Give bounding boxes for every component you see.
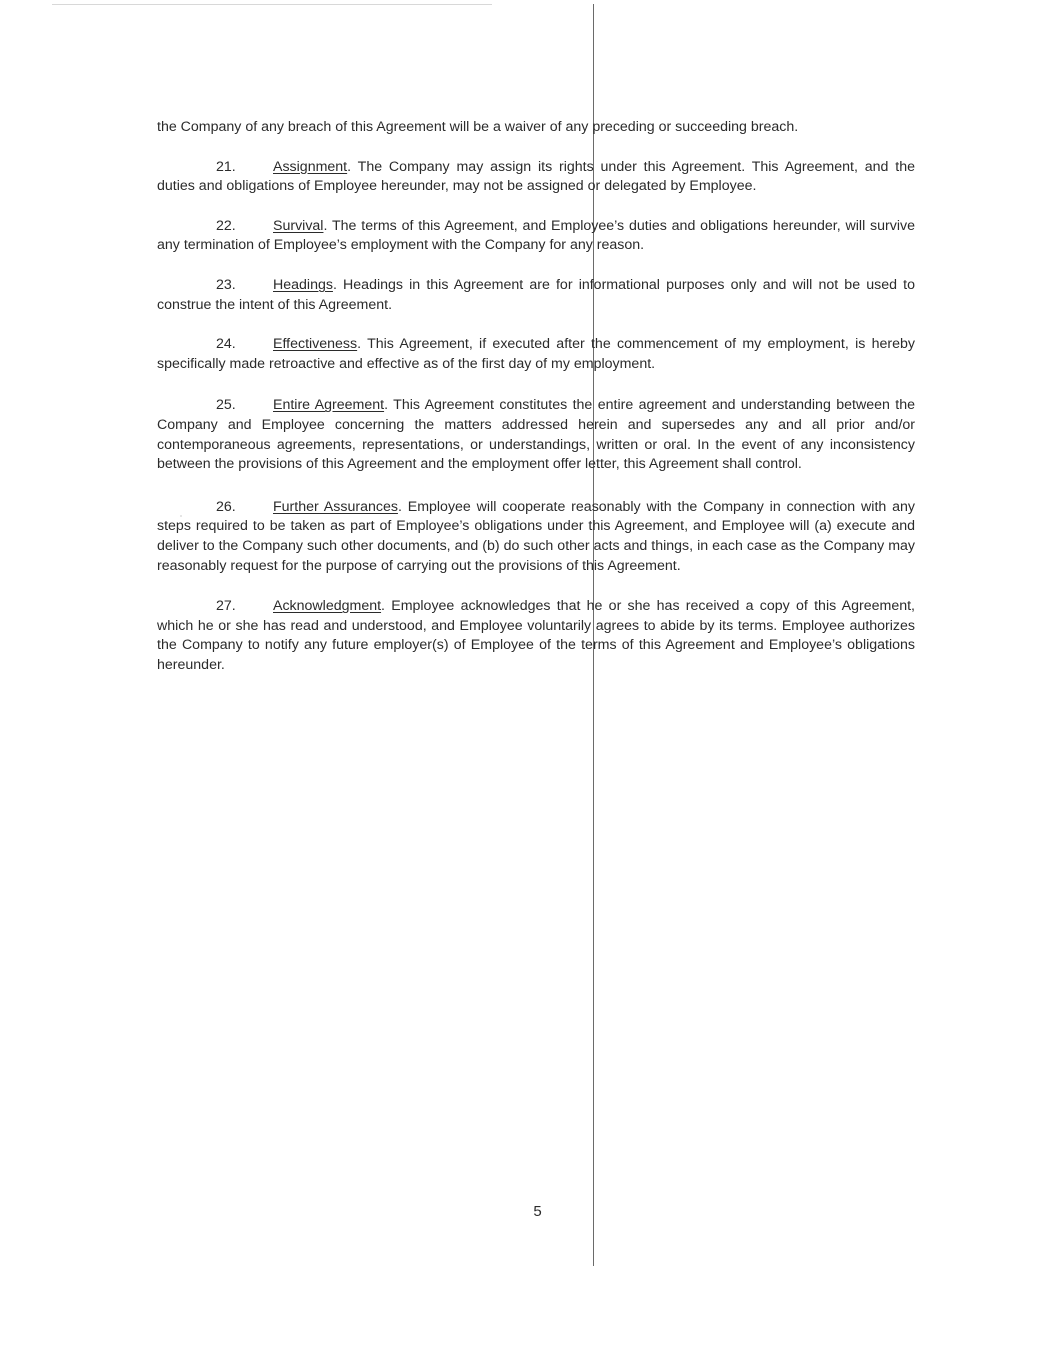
section-title: Entire Agreement <box>273 397 385 414</box>
section-title: Further Assurances <box>273 498 398 515</box>
section-title: Survival <box>273 217 324 234</box>
section-number: 26. <box>216 498 236 515</box>
scan-top-rule <box>52 4 492 5</box>
section-number: 21. <box>216 158 236 175</box>
section-text: . This Agreement constitutes the entire agreement and understanding between the Company and Employee concerning the matters addressed herein and supersedes any and all prior and/or contemporaneous agreements, representations, or understandings, written or oral. In the event of any inconsistency between the provisions of this Agreement and the employment offer letter, this Agreement shall control. <box>157 397 915 473</box>
section-text: . Employee will cooperate reasonably with the Company in connection with any steps required to be taken as part of Employee’s obligations under this Agreement, and Employee will (a) execute and deliver to the Company such other documents, and (b) do such other acts and things, in each case as the Company may reasonably request for the purpose of carrying out the provisions of this Agreement. <box>157 498 916 574</box>
section-text: . This Agreement, if executed after the commencement of my employment, is hereby specifically made retroactive and effective as of the first day of my employment. <box>157 336 915 372</box>
section-27 <box>157 597 915 675</box>
section-title: Assignment <box>273 158 348 175</box>
section-number: 27. <box>216 598 236 615</box>
section-number: 24. <box>216 336 236 353</box>
section-number: 22. <box>216 217 236 234</box>
section-title: Effectiveness <box>273 336 358 353</box>
page-number: 5 <box>533 1203 542 1220</box>
section-text: . Headings in this Agreement are for informational purposes only and will not be used to construe the intent of this Agreement. <box>157 276 915 313</box>
section-number: 25. <box>216 397 236 414</box>
section-26 <box>157 498 915 576</box>
section-text: . The terms of this Agreement, and Employee’s duties and obligations hereunder, will survive any termination of Employee’s employment with the Company for any reason. <box>157 217 915 254</box>
section-title: Acknowledgment <box>273 598 382 615</box>
section-24 <box>157 335 915 374</box>
section-text: . The Company may assign its rights under this Agreement. This Agreement, and the duties and obligations of Employee hereunder, may not be assigned or delegated by Employee. <box>157 158 915 195</box>
section-title: Headings <box>273 276 333 293</box>
section-number: 23. <box>216 276 236 293</box>
section-25 <box>157 396 915 474</box>
section-23 <box>157 276 915 315</box>
continuation-paragraph: the Company of any breach of this Agreement will be a waiver of any preceding or succeeding breach. <box>157 119 799 135</box>
section-text: . Employee acknowledges that he or she has received a copy of this Agreement, which he or she has read and understood, and Employee voluntarily agrees to abide by its terms. Employee authorizes the Company to notify any future employer(s) of Employee of the terms of this Agreement and Employee’s obligations hereunder. <box>157 598 915 673</box>
section-21 <box>157 158 915 197</box>
document-body <box>157 118 915 675</box>
section-22 <box>157 217 915 256</box>
